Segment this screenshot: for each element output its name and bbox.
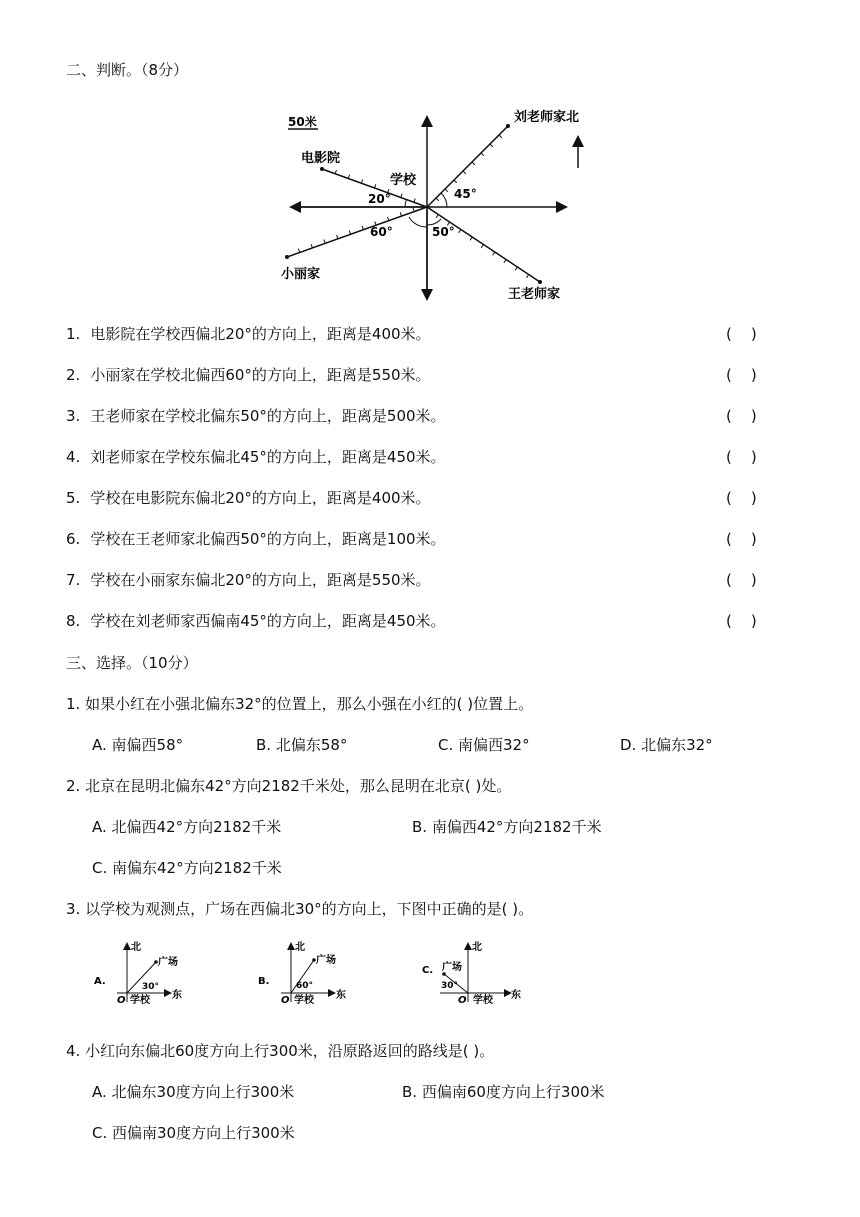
judge-item-text: 学校在小丽家东偏北20°的方向上，距离是550米。 bbox=[90, 571, 431, 589]
judge-answer-blank[interactable]: ( ) bbox=[726, 530, 757, 548]
judge-item-number: 1. bbox=[66, 325, 81, 343]
judge-item bbox=[66, 324, 431, 344]
judge-answer-blank[interactable]: ( ) bbox=[726, 407, 757, 425]
choice-q2-c[interactable]: C. 南偏东42°方向2182千米 bbox=[92, 859, 282, 877]
judge-item bbox=[66, 365, 431, 385]
choice-q3-diagram-b[interactable] bbox=[256, 938, 366, 1008]
judge-item bbox=[66, 570, 431, 590]
map-angle-60: 60° bbox=[370, 225, 393, 239]
judge-item-number: 3. bbox=[66, 407, 81, 425]
choice-q4-c[interactable]: C. 西偏南30度方向上行300米 bbox=[92, 1124, 295, 1142]
diagram-a-east: 东 bbox=[172, 990, 182, 1001]
choice-q3: 3. 以学校为观测点，广场在西偏北30°的方向上，下图中正确的是( )。 bbox=[66, 900, 534, 918]
judge-item-number: 6. bbox=[66, 530, 81, 548]
map-label-school: 学校 bbox=[390, 173, 417, 188]
diagram-a-school: 学校 bbox=[130, 995, 150, 1006]
diagram-c-east: 东 bbox=[511, 990, 521, 1001]
judge-item-text: 王老师家在学校北偏东50°的方向上，距离是500米。 bbox=[90, 407, 446, 425]
judge-item bbox=[66, 447, 446, 467]
map-line-xiaoli bbox=[285, 207, 427, 259]
choice-q2-a[interactable]: A. 北偏西42°方向2182千米 bbox=[92, 818, 282, 836]
angle-arc-45 bbox=[441, 193, 447, 207]
judge-item-text: 学校在电影院东偏北20°的方向上，距离是400米。 bbox=[90, 489, 431, 507]
map-label-wang: 王老师家 bbox=[508, 287, 561, 302]
judge-item bbox=[66, 488, 431, 508]
map-label-liu: 刘老师家北 bbox=[514, 110, 580, 125]
judge-answer-blank[interactable]: ( ) bbox=[726, 571, 757, 589]
judge-item-number: 7. bbox=[66, 571, 81, 589]
angle-arc-60 bbox=[409, 217, 427, 227]
choice-q4: 4. 小红向东偏北60度方向上行300米，沿原路返回的路线是( )。 bbox=[66, 1042, 495, 1060]
diagram-c-angle: 30° bbox=[441, 981, 459, 991]
map-line-wang bbox=[427, 207, 542, 284]
direction-map bbox=[0, 0, 860, 310]
judge-answer-blank[interactable]: ( ) bbox=[726, 612, 757, 630]
diagram-a-origin: O bbox=[117, 995, 126, 1006]
choice-q1-c[interactable]: C. 南偏西32° bbox=[438, 736, 530, 754]
diagram-b-north: 北 bbox=[295, 942, 305, 953]
diagram-a-angle: 30° bbox=[142, 982, 160, 992]
map-angle-20: 20° bbox=[368, 192, 391, 206]
judge-answer-blank[interactable]: ( ) bbox=[726, 325, 757, 343]
map-scale-label: 50米 bbox=[288, 115, 317, 129]
map-angle-50: 50° bbox=[432, 225, 455, 239]
judge-item-number: 2. bbox=[66, 366, 81, 384]
judge-answer-blank[interactable]: ( ) bbox=[726, 489, 757, 507]
judge-item bbox=[66, 529, 446, 549]
choice-q1-b[interactable]: B. 北偏东58° bbox=[256, 736, 348, 754]
judge-item-text: 电影院在学校西偏北20°的方向上，距离是400米。 bbox=[90, 325, 431, 343]
choice-q3-diagram-a[interactable] bbox=[92, 938, 202, 1008]
judge-item-number: 5. bbox=[66, 489, 81, 507]
choice-q3-diagram-c[interactable] bbox=[420, 938, 530, 1008]
diagram-c-origin: O bbox=[458, 995, 467, 1006]
diagram-b-school: 学校 bbox=[294, 995, 314, 1006]
judge-item bbox=[66, 611, 446, 631]
judge-answer-blank[interactable]: ( ) bbox=[726, 366, 757, 384]
judge-item-text: 刘老师家在学校东偏北45°的方向上，距离是450米。 bbox=[90, 448, 446, 466]
diagram-c-school: 学校 bbox=[473, 995, 493, 1006]
choice-q1-a[interactable]: A. 南偏西58° bbox=[92, 736, 184, 754]
map-label-cinema: 电影院 bbox=[301, 151, 341, 166]
judge-item-text: 学校在刘老师家西偏南45°的方向上，距离是450米。 bbox=[90, 612, 446, 630]
diagram-a-letter: A. bbox=[94, 976, 106, 987]
angle-arc-20 bbox=[405, 200, 407, 208]
choice-q4-a[interactable]: A. 北偏东30度方向上行300米 bbox=[92, 1083, 295, 1101]
choice-q2: 2. 北京在昆明北偏东42°方向2182千米处，那么昆明在北京( )处。 bbox=[66, 777, 512, 795]
judge-item-text: 学校在王老师家北偏西50°的方向上，距离是100米。 bbox=[90, 530, 446, 548]
judge-answer-blank[interactable]: ( ) bbox=[726, 448, 757, 466]
diagram-b-east: 东 bbox=[336, 990, 346, 1001]
diagram-c-plaza: 广场 bbox=[442, 962, 462, 973]
judge-item-number: 8. bbox=[66, 612, 81, 630]
choice-q4-b[interactable]: B. 西偏南60度方向上行300米 bbox=[402, 1083, 605, 1101]
choice-q1: 1. 如果小红在小强北偏东32°的位置上，那么小强在小红的( )位置上。 bbox=[66, 695, 534, 713]
map-angle-45: 45° bbox=[454, 187, 477, 201]
diagram-b-origin: O bbox=[281, 995, 290, 1006]
judge-item-text: 小丽家在学校北偏西60°的方向上，距离是550米。 bbox=[90, 366, 431, 384]
diagram-b-angle: 60° bbox=[296, 981, 314, 991]
judge-item bbox=[66, 406, 446, 426]
diagram-a-plaza: 广场 bbox=[158, 957, 178, 968]
map-label-xiaoli: 小丽家 bbox=[281, 267, 321, 282]
choice-q1-d[interactable]: D. 北偏东32° bbox=[620, 736, 713, 754]
diagram-c-letter: C. bbox=[422, 965, 434, 976]
diagram-b-plaza: 广场 bbox=[316, 955, 336, 966]
diagram-a-north: 北 bbox=[131, 942, 141, 953]
section-title-judge: 二、判断。（8分） bbox=[66, 61, 189, 79]
diagram-c-north: 北 bbox=[472, 942, 482, 953]
diagram-b-letter: B. bbox=[258, 976, 270, 987]
choice-q2-b[interactable]: B. 南偏西42°方向2182千米 bbox=[412, 818, 602, 836]
section-title-choice: 三、选择。（10分） bbox=[66, 654, 198, 672]
judge-item-number: 4. bbox=[66, 448, 81, 466]
